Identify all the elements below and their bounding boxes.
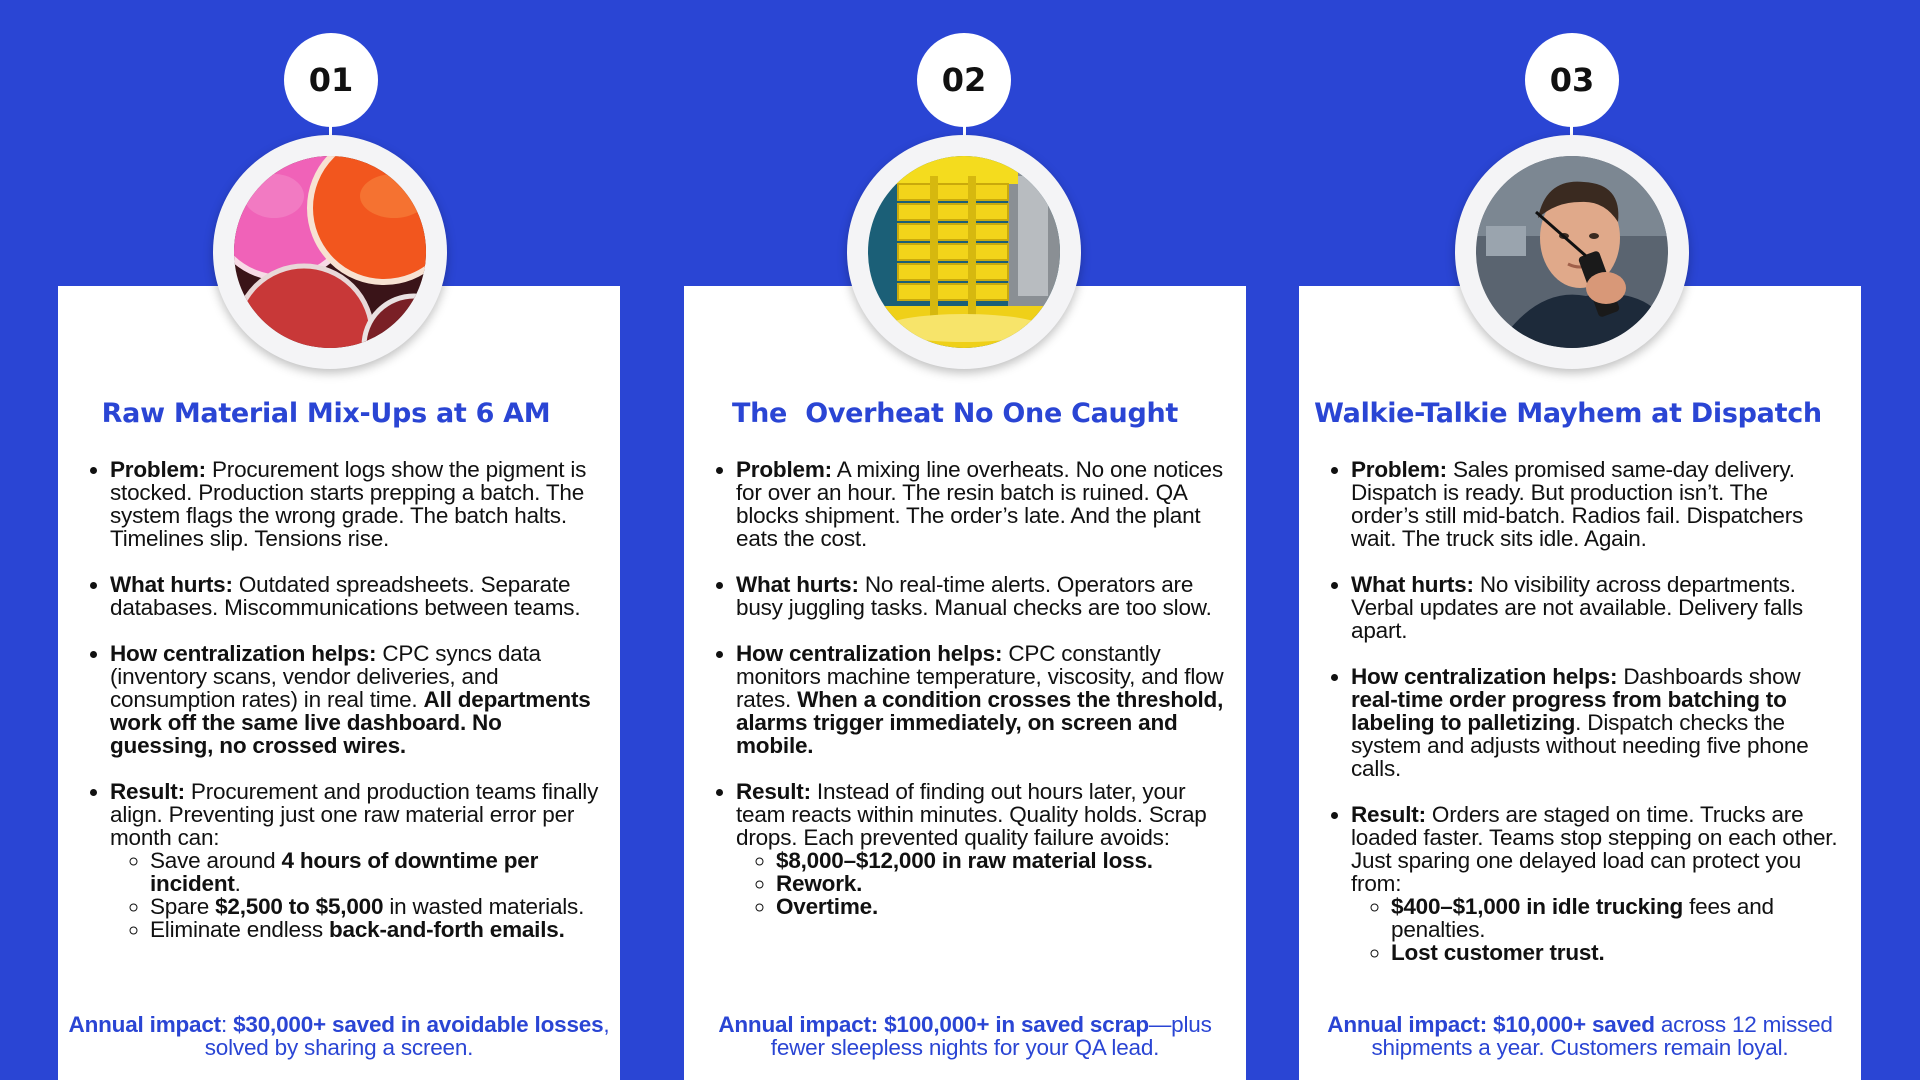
hurts-text: No visibility across departments. Verbal updates are not available. Delivery falls apart. — [1351, 572, 1803, 643]
problem-label: Problem: — [1351, 457, 1447, 482]
card-content — [58, 458, 600, 964]
result-item — [1351, 803, 1841, 964]
result-text: Orders are staged on time. Trucks are loaded faster. Teams stop stepping on each other. Just sparing one delayed load can protect you from: — [1351, 802, 1838, 896]
annual-impact: Annual impact: $30,000+ saved in avoidable losses, solved by sharing a screen. — [68, 1012, 610, 1060]
helps-text: . Dispatch checks the system and adjusts without needing five phone calls. — [1351, 710, 1809, 781]
problem-item — [736, 458, 1226, 550]
hurts-label: What hurts: — [1351, 572, 1474, 597]
card-content — [1299, 458, 1841, 987]
badge-connector — [1570, 122, 1573, 136]
card-content — [684, 458, 1226, 941]
hurts-text: Outdated spreadsheets. Separate databases. Miscommunications between teams. — [110, 572, 581, 620]
problem-item — [1351, 458, 1841, 550]
helps-bold: All departments work off the same live dashboard. No guessing, no crossed wires. — [110, 687, 591, 758]
hurts-text: No real-time alerts. Operators are busy juggling tasks. Manual checks are too slow. — [736, 572, 1212, 620]
card-title: Walkie-Talkie Mayhem at Dispatch — [1314, 398, 1822, 429]
helps-label: How centralization helps: — [736, 641, 1003, 666]
helps-item — [736, 642, 1226, 757]
helps-label: How centralization helps: — [110, 641, 377, 666]
step-number-badge: 01 — [284, 33, 378, 127]
helps-item — [1351, 665, 1841, 780]
problem-label: Problem: — [736, 457, 832, 482]
photo-frame — [847, 135, 1081, 369]
result-text: Procurement and production teams finally align. Preventing just one raw material error per month can: — [110, 779, 599, 850]
card-title: The Overheat No One Caught — [731, 398, 1179, 429]
result-text: Instead of finding out hours later, your team reacts within minutes. Quality holds. Scrap drops. Each prevented quality failure avoids: — [736, 779, 1207, 850]
hurts-item — [1351, 573, 1841, 642]
hurts-item — [736, 573, 1226, 619]
result-label: Result: — [1351, 802, 1426, 827]
helps-item — [110, 642, 600, 757]
result-label: Result: — [110, 779, 185, 804]
helps-text: Dashboards show — [1617, 664, 1801, 689]
problem-text: Sales promised same-day delivery. Dispatch is ready. But production isn’t. The order’s still mid-batch. Radios fail. Dispatchers wait. The truck sits idle. Again. — [1351, 457, 1804, 551]
helps-label: How centralization helps: — [1351, 664, 1618, 689]
step-number-badge: 03 — [1525, 33, 1619, 127]
result-sub-item: ◦ Lost customer trust. — [1391, 941, 1841, 964]
result-sub-item: ◦ Overtime. — [776, 895, 1226, 918]
photo-frame — [213, 135, 447, 369]
step-number-badge: 02 — [917, 33, 1011, 127]
helps-text: CPC constantly monitors machine temperature, viscosity, and flow rates. — [736, 641, 1224, 712]
result-sub-item: ◦ Spare $2,500 to $5,000 in wasted materials. — [150, 895, 600, 918]
annual-impact: Annual impact: $100,000+ in saved scrap—plus fewer sleepless nights for your QA lead. — [718, 1012, 1212, 1060]
result-sub-item: ◦ Save around 4 hours of downtime per incident. — [150, 849, 600, 895]
result-item — [736, 780, 1226, 918]
result-sub-item: ◦ $8,000–$12,000 in raw material loss. — [776, 849, 1226, 872]
hurts-label: What hurts: — [110, 572, 233, 597]
problem-text: A mixing line overheats. No one notices for over an hour. The resin batch is ruined. QA blocks shipment. The order’s late. And the plant eats the cost. — [736, 457, 1223, 551]
hurts-item — [110, 573, 600, 619]
machine-image — [868, 156, 1060, 348]
result-sub-item: ◦ $400–$1,000 in idle trucking fees and penalties. — [1391, 895, 1841, 941]
badge-connector — [963, 122, 966, 136]
result-sub-item: ◦ Rework. — [776, 872, 1226, 895]
photo-frame — [1455, 135, 1689, 369]
badge-connector — [329, 122, 332, 136]
helps-text: CPC syncs data (inventory scans, vendor deliveries, and consumption rates) in real time. — [110, 641, 541, 712]
problem-text: Procurement logs show the pigment is stocked. Production starts prepping a batch. The system flags the wrong grade. The batch halts. Timelines slip. Tensions rise. — [110, 457, 587, 551]
pigment-cups-image — [234, 156, 426, 348]
result-label: Result: — [736, 779, 811, 804]
result-sub-item: ◦ Eliminate endless back-and-forth emails. — [150, 918, 600, 941]
problem-item — [110, 458, 600, 550]
dispatcher-image — [1476, 156, 1668, 348]
problem-label: Problem: — [110, 457, 206, 482]
hurts-label: What hurts: — [736, 572, 859, 597]
helps-bold: When a condition crosses the threshold, alarms trigger immediately, on screen and mobile. — [736, 687, 1224, 758]
annual-impact: Annual impact: $10,000+ saved across 12 missed shipments a year. Customers remain loyal. — [1327, 1012, 1833, 1060]
card-title: Raw Material Mix-Ups at 6 AM — [101, 398, 551, 429]
result-item — [110, 780, 600, 941]
helps-bold: real-time order progress from batching to labeling to palletizing — [1351, 687, 1787, 735]
